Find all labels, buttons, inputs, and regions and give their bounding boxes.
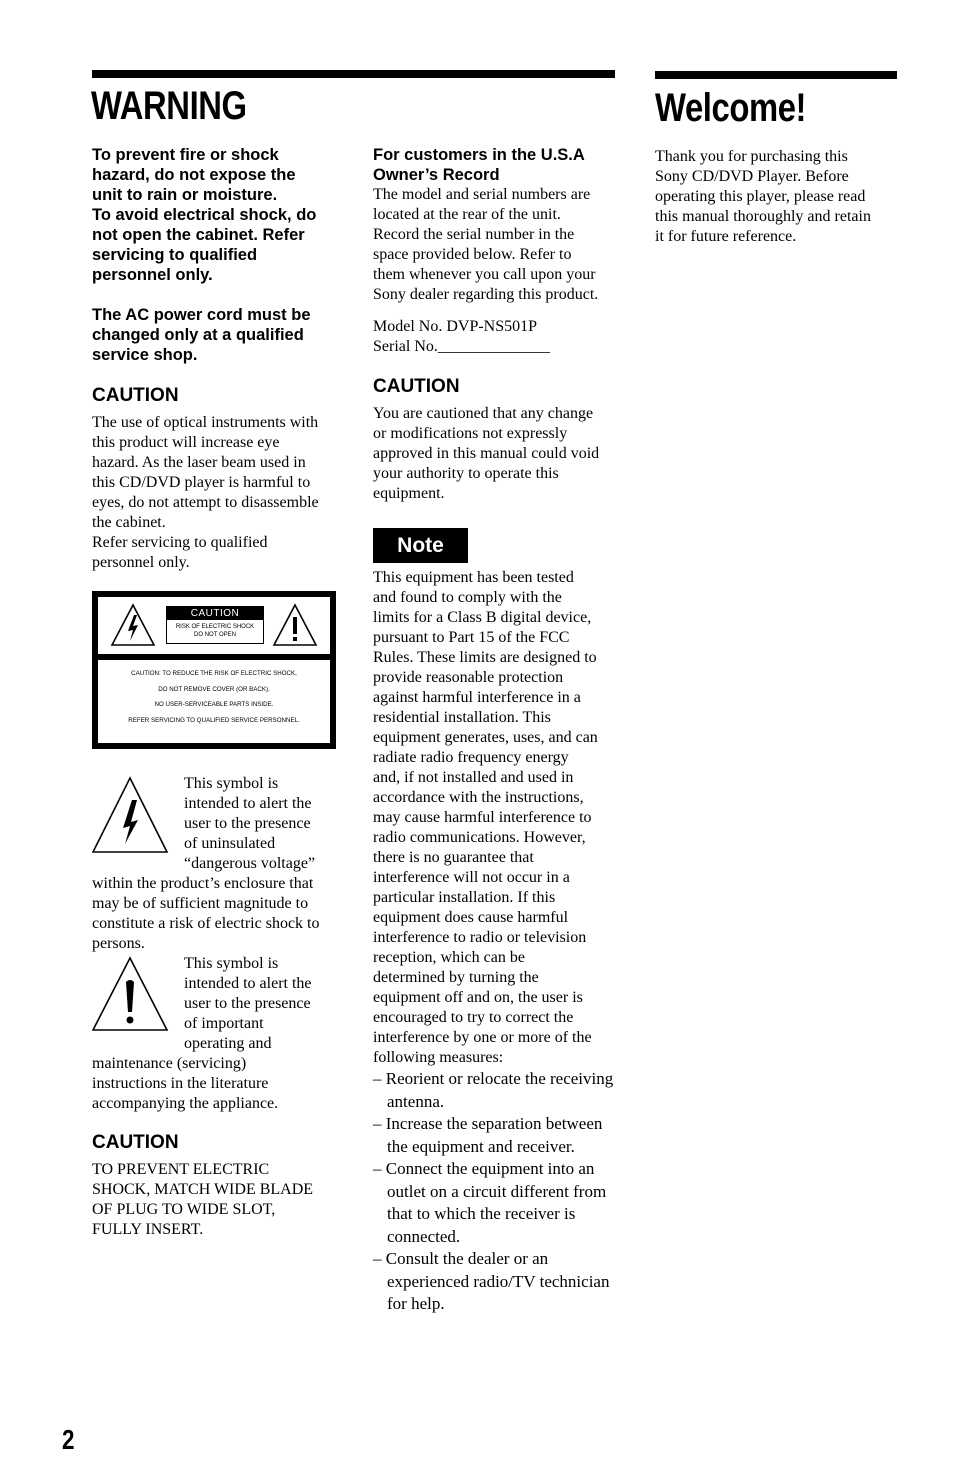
text-line: equipment does cause harmful	[373, 909, 569, 926]
text-line: intended to alert the	[184, 795, 312, 812]
text-line: approved in this manual could void	[373, 445, 600, 462]
serial-number-blank: Serial No.______________	[373, 338, 550, 355]
lightning-warning-icon	[110, 603, 156, 647]
lightning-symbol-explanation	[92, 774, 337, 954]
text-line: persons.	[92, 935, 145, 952]
text-line: personnel only.	[92, 554, 190, 571]
text-line: Thank you for purchasing this	[655, 148, 848, 165]
text-line: servicing to qualified	[92, 246, 258, 264]
text-line: particular installation. If this	[373, 889, 556, 906]
text-line: equipment generates, uses, and can	[373, 729, 598, 746]
text-line: equipment.	[373, 485, 445, 502]
label-bottom-line: CAUTION: TO REDUCE THE RISK OF ELECTRIC SHOCK,	[131, 670, 297, 677]
text-line: operating and	[184, 1035, 272, 1052]
text-line: hazard. As the laser beam used in	[92, 454, 306, 471]
list-item: – Reorient or relocate the receiving antenna.	[373, 1069, 614, 1111]
text-line: maintenance (servicing)	[92, 1055, 247, 1072]
text-line: To prevent fire or shock	[92, 146, 279, 164]
label-bottom-line: NO USER-SERVICEABLE PARTS INSIDE.	[154, 701, 274, 708]
text-line: You are cautioned that any change	[373, 405, 594, 422]
text-line: constitute a risk of electric shock to	[92, 915, 320, 932]
text-line: The AC power cord must be	[92, 306, 311, 324]
text-line: The model and serial numbers are	[373, 186, 591, 203]
text-line: This symbol is	[184, 775, 279, 792]
text-line: interference to radio or television	[373, 929, 587, 946]
text-line: provide reasonable protection	[373, 669, 564, 686]
text-line: against harmful interference in a	[373, 689, 581, 706]
text-line: there is no guarantee that	[373, 849, 534, 866]
text-line: This symbol is	[184, 955, 279, 972]
text-line: located at the rear of the unit.	[373, 206, 561, 223]
text-line: To avoid electrical shock, do	[92, 206, 317, 224]
text-line: service shop.	[92, 346, 198, 364]
text-line: SHOCK, MATCH WIDE BLADE	[92, 1181, 314, 1198]
text-line: reception, which can be	[373, 949, 525, 966]
caution-title: CAUTION	[92, 385, 179, 406]
caution-caption-head: CAUTION	[167, 607, 263, 620]
text-line: residential installation. This	[373, 709, 551, 726]
text-line: changed only at a qualified	[92, 326, 304, 344]
text-line: or modifications not expressly	[373, 425, 568, 442]
text-line: this CD/DVD player is harmful to	[92, 474, 311, 491]
list-item: – Consult the dealer or an experienced radio/TV technician for help.	[373, 1249, 610, 1313]
warning-heading: WARNING	[91, 84, 247, 128]
warning-top-rule	[92, 70, 615, 78]
model-number: Model No. DVP-NS501P	[373, 318, 538, 335]
text-line: your authority to operate this	[373, 465, 559, 482]
warning-bold-para-1	[92, 145, 337, 285]
caution-section-plug	[92, 1132, 337, 1240]
text-line: within the product’s enclosure that	[92, 875, 314, 892]
text-line: following measures:	[373, 1049, 504, 1066]
middle-column	[373, 145, 618, 1316]
text-line: it for future reference.	[655, 228, 797, 245]
owners-record-title: For customers in the U.S.A	[373, 146, 585, 164]
text-line: hazard, do not expose the	[92, 166, 296, 184]
text-line: accompanying the appliance.	[92, 1095, 279, 1112]
welcome-heading: Welcome!	[655, 86, 807, 130]
text-line: FULLY INSERT.	[92, 1221, 204, 1238]
text-line: Sony dealer regarding this product.	[373, 286, 599, 303]
text-line: radio communications. However,	[373, 829, 586, 846]
text-line: space provided below. Refer to	[373, 246, 572, 263]
caution-section-laser	[92, 385, 337, 573]
text-line: intended to alert the	[184, 975, 312, 992]
text-line: may be of sufficient magnitude to	[92, 895, 309, 912]
text-line: interference will not occur in a	[373, 869, 570, 886]
text-line: operating this player, please read	[655, 188, 866, 205]
owners-record-title: Owner’s Record	[373, 166, 500, 184]
list-item: – Increase the separation between the equipment and receiver.	[373, 1114, 603, 1156]
text-line: Refer servicing to qualified	[92, 534, 268, 551]
text-line: personnel only.	[92, 266, 213, 284]
text-line: encouraged to try to correct the	[373, 1009, 574, 1026]
caution-caption-sub-2: DO NOT OPEN	[194, 632, 236, 638]
label-bottom-line: DO NOT REMOVE COVER (OR BACK).	[158, 686, 270, 693]
text-line: OF PLUG TO WIDE SLOT,	[92, 1201, 276, 1218]
text-line: “dangerous voltage”	[184, 855, 316, 872]
text-line: Sony CD/DVD Player. Before	[655, 168, 849, 185]
warning-bold-para-2	[92, 305, 337, 365]
list-item: – Connect the equipment into an outlet on a circuit different from that to which the receiver is connected.	[373, 1159, 607, 1246]
text-line: determined by turning the	[373, 969, 539, 986]
text-line: pursuant to Part 15 of the FCC	[373, 629, 570, 646]
text-line: This equipment has been tested	[373, 569, 574, 586]
text-line: The use of optical instruments with	[92, 414, 319, 431]
page-number: 2	[62, 1424, 75, 1455]
note-section	[373, 528, 618, 1316]
text-line: the cabinet.	[92, 514, 166, 531]
text-line: eyes, do not attempt to disassemble	[92, 494, 319, 511]
owners-record-section	[373, 145, 618, 305]
exclamation-symbol-explanation	[92, 954, 337, 1114]
text-line: not open the cabinet. Refer	[92, 226, 305, 244]
text-line: radiate radio frequency energy	[373, 749, 569, 766]
model-serial-record	[373, 317, 618, 357]
caution-caption-box	[166, 606, 264, 644]
caution-section-modification	[373, 376, 618, 504]
text-line: of important	[184, 1015, 264, 1032]
fcc-measures-list	[373, 1068, 618, 1316]
text-line: of uninsulated	[184, 835, 276, 852]
text-line: equipment off and on, the user is	[373, 989, 583, 1006]
label-bottom-line: REFER SERVICING TO QUALIFIED SERVICE PERSONNEL.	[128, 717, 300, 724]
warning-column	[92, 145, 337, 1240]
text-line: interference by one or more of the	[373, 1029, 592, 1046]
text-line: accordance with the instructions,	[373, 789, 584, 806]
caution-title: CAUTION	[92, 1132, 179, 1153]
exclamation-warning-icon	[272, 603, 318, 647]
text-line: user to the presence	[184, 995, 311, 1012]
text-line: them whenever you call upon your	[373, 266, 596, 283]
text-line: instructions in the literature	[92, 1075, 269, 1092]
text-line: and found to comply with the	[373, 589, 562, 606]
text-line: this manual thoroughly and retain	[655, 208, 871, 225]
text-line: TO PREVENT ELECTRIC	[92, 1161, 270, 1178]
text-line: may cause harmful interference to	[373, 809, 592, 826]
text-line: unit to rain or moisture.	[92, 186, 278, 204]
welcome-column	[655, 147, 900, 247]
text-line: user to the presence	[184, 815, 311, 832]
text-line: and, if not installed and used in	[373, 769, 574, 786]
caution-title: CAUTION	[373, 376, 460, 397]
caution-label-illustration	[92, 591, 336, 749]
caution-caption-sub-1: RISK OF ELECTRIC SHOCK	[175, 624, 255, 630]
note-label: Note	[373, 528, 468, 563]
text-line: Record the serial number in the	[373, 226, 575, 243]
text-line: limits for a Class B digital device,	[373, 609, 592, 626]
text-line: this product will increase eye	[92, 434, 280, 451]
lightning-bolt-triangle-icon	[92, 776, 178, 856]
text-line: Rules. These limits are designed to	[373, 649, 597, 666]
welcome-top-rule	[655, 71, 897, 79]
exclamation-triangle-icon	[92, 956, 178, 1036]
